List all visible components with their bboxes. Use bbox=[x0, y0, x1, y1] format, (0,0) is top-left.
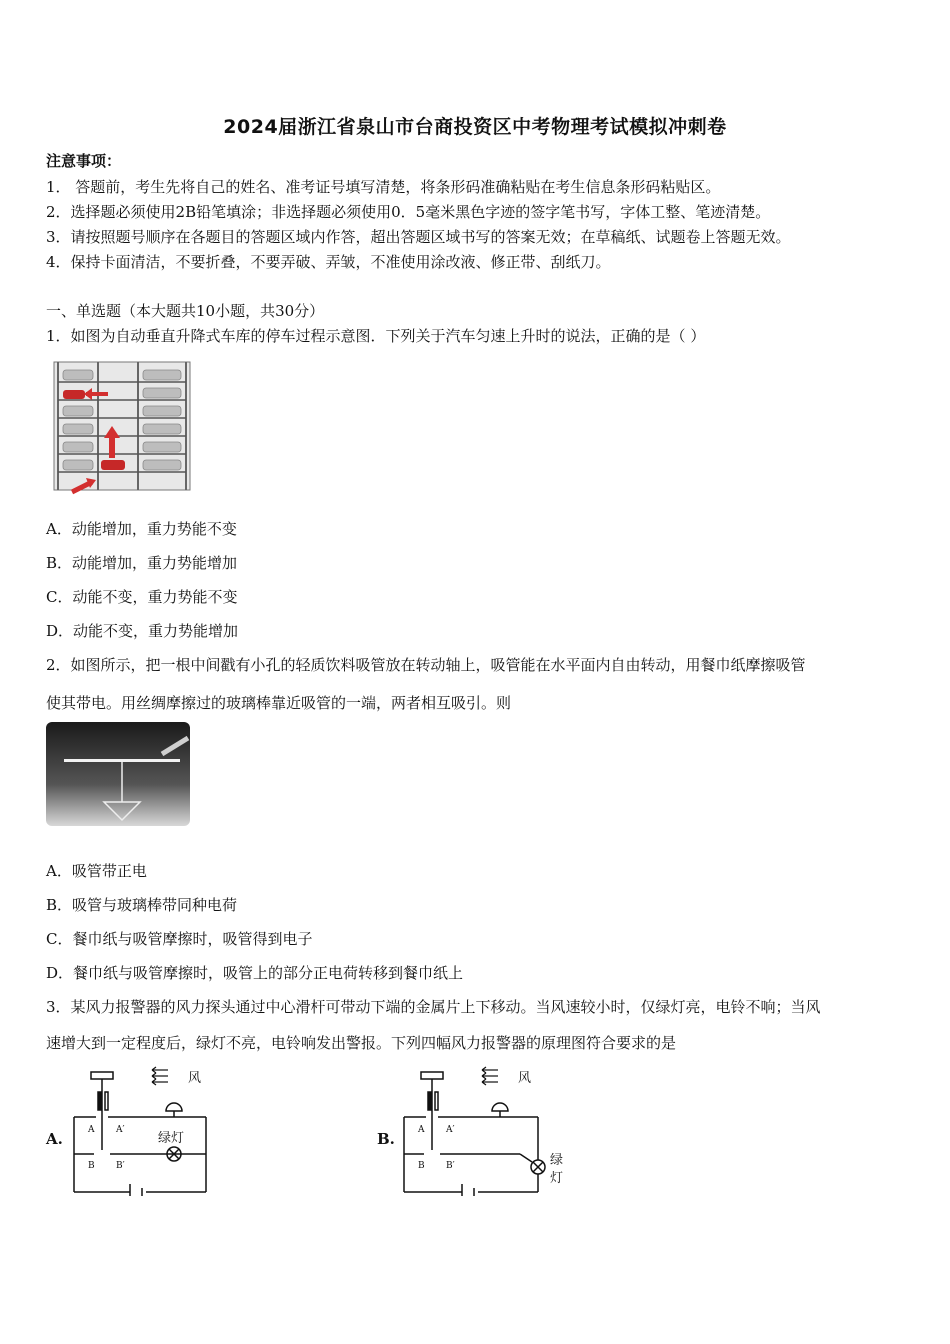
svg-text:A′: A′ bbox=[116, 1125, 125, 1135]
page-title: 2024届浙江省泉山市台商投资区中考物理考试模拟冲刺卷 bbox=[223, 116, 727, 138]
q1-option-a[interactable]: A．动能增加，重力势能不变 bbox=[46, 520, 237, 538]
q2-option-a[interactable]: A．吸管带正电 bbox=[46, 862, 147, 880]
q3-option-b-label[interactable]: B. bbox=[377, 1130, 395, 1148]
wind-label-a: 风 bbox=[188, 1071, 202, 1086]
section-heading: 一、单选题（本大题共10小题，共30分） bbox=[46, 302, 325, 320]
wind-label-b: 风 bbox=[518, 1071, 532, 1086]
q2-option-d[interactable]: D．餐巾纸与吸管摩擦时，吸管上的部分正电荷转移到餐巾纸上 bbox=[46, 964, 464, 982]
notice-item-2: 2．选择题必须使用2B铅笔填涂；非选择题必须使用0．5毫米黑色字迹的签字笔书写，字体工整、笔迹清楚。 bbox=[46, 203, 771, 221]
svg-text:A: A bbox=[88, 1125, 95, 1135]
q1-option-b[interactable]: B．动能增加，重力势能增加 bbox=[46, 554, 238, 572]
notice-item-1: 1． 答题前，考生先将自己的姓名、准考证号填写清楚，将条形码准确粘贴在考生信息条形码粘贴区。 bbox=[46, 178, 721, 196]
notice-heading: 注意事项： bbox=[46, 152, 122, 170]
svg-text:A′: A′ bbox=[446, 1125, 455, 1135]
svg-text:B: B bbox=[88, 1161, 95, 1171]
svg-text:B′: B′ bbox=[116, 1161, 125, 1171]
parking-garage-figure bbox=[46, 356, 196, 498]
q1-option-d[interactable]: D．动能不变，重力势能增加 bbox=[46, 622, 239, 640]
q3-stem-line2: 速增大到一定程度后，绿灯不亮，电铃响发出警报。下列四幅风力报警器的原理图符合要求的是 bbox=[46, 1034, 677, 1052]
lamp-label-b1: 绿 bbox=[550, 1153, 564, 1168]
lamp-label-a: 绿灯 bbox=[158, 1131, 185, 1146]
lamp-label-b2: 灯 bbox=[550, 1171, 564, 1186]
q2-stem-line2: 使其带电。用丝绸摩擦过的玻璃棒靠近吸管的一端，两者相互吸引。则 bbox=[46, 694, 512, 712]
circuit-diagram-a bbox=[72, 1062, 212, 1196]
q2-stem-line1: 2．如图所示，把一根中间戳有小孔的轻质饮料吸管放在转动轴上，吸管能在水平面内自由转动，用餐巾纸摩擦吸管 bbox=[46, 656, 806, 674]
svg-text:B: B bbox=[418, 1161, 425, 1171]
q2-option-b[interactable]: B．吸管与玻璃棒带同种电荷 bbox=[46, 896, 238, 914]
straw-figure bbox=[46, 722, 190, 826]
q2-option-c[interactable]: C．餐巾纸与吸管摩擦时，吸管得到电子 bbox=[46, 930, 313, 948]
q3-stem-line1: 3．某风力报警器的风力探头通过中心滑杆可带动下端的金属片上下移动。当风速较小时，仅绿灯亮，电铃不响；当风 bbox=[46, 998, 821, 1016]
notice-item-4: 4．保持卡面清洁，不要折叠，不要弄破、弄皱，不准使用涂改液、修正带、刮纸刀。 bbox=[46, 253, 611, 271]
circuit-diagram-b bbox=[402, 1062, 570, 1196]
notice-item-3: 3．请按照题号顺序在各题目的答题区域内作答，超出答题区域书写的答案无效；在草稿纸、试题卷上答题无效。 bbox=[46, 228, 791, 246]
svg-text:B′: B′ bbox=[446, 1161, 455, 1171]
q1-stem: 1．如图为自动垂直升降式车库的停车过程示意图．下列关于汽车匀速上升时的说法，正确的是（ ） bbox=[46, 327, 706, 345]
q3-option-a-label[interactable]: A. bbox=[46, 1130, 63, 1148]
svg-text:A: A bbox=[418, 1125, 425, 1135]
q1-option-c[interactable]: C．动能不变，重力势能不变 bbox=[46, 588, 238, 606]
